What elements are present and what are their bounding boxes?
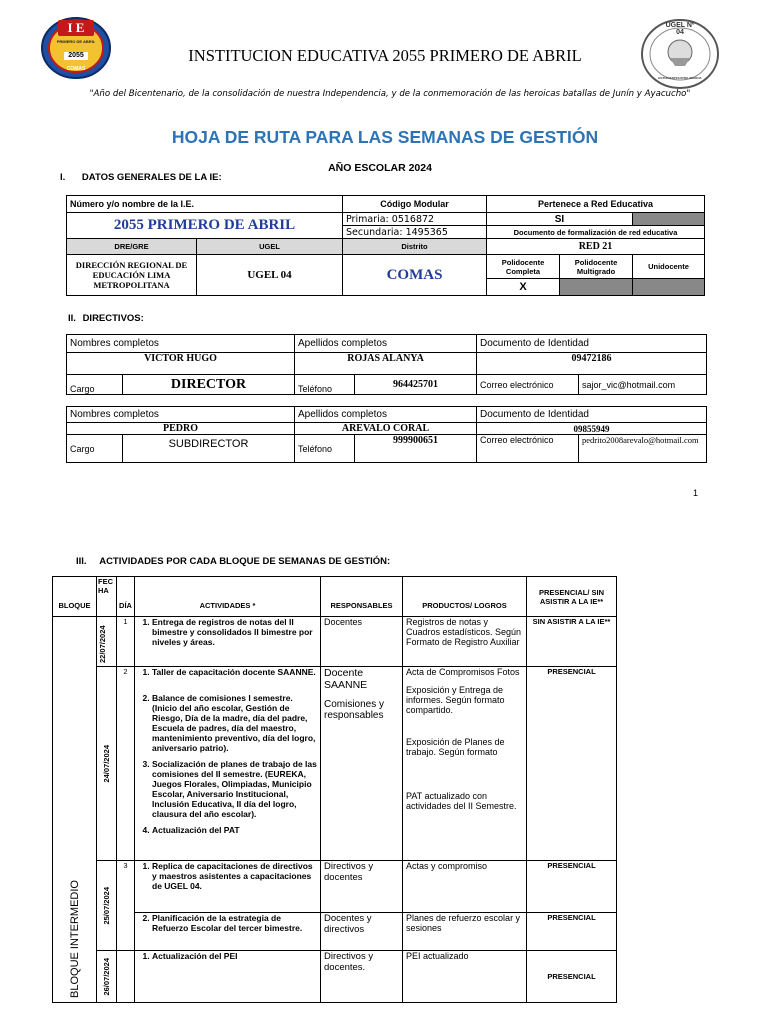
unidocente-label: Unidocente [633, 255, 705, 279]
productos-value: Registros de notas y Cuadros estadísticos. Según Formato de Registro Auxiliar [403, 617, 527, 667]
responsables-value: Directivos y docentes. [321, 951, 403, 1003]
col-bloque-header: BLOQUE [53, 577, 97, 617]
section-ii-title: DIRECTIVOS: [82, 313, 144, 324]
fecha-value: 25/07/2024 [102, 886, 111, 925]
table-row [53, 951, 617, 1003]
subdirector-nombres: PEDRO [67, 423, 295, 435]
logo-number-text: 2055 [68, 52, 84, 59]
fecha-cell [97, 617, 117, 667]
ugel-value: UGEL 04 [197, 255, 343, 296]
school-year: AÑO ESCOLAR 2024 [328, 162, 432, 174]
institution-title: INSTITUCION EDUCATIVA 2055 PRIMERO DE ABRIL [188, 46, 582, 65]
director-dni: 09472186 [477, 353, 707, 375]
fecha-value: 24/07/2024 [102, 744, 111, 783]
polidocente-multigrado-cell [560, 279, 633, 296]
table-row [53, 667, 617, 861]
subdirector-cargo-label: Cargo [67, 435, 123, 463]
director-apellidos: ROJAS ALANYA [295, 353, 477, 375]
productos-value: Actas y compromiso [403, 861, 527, 913]
responsables-value: Docentes y directivos [321, 913, 403, 951]
col-fecha-header: FECHA [97, 577, 117, 617]
col-apellidos-header: Apellidos completos [295, 335, 477, 353]
productos-value: PAT actualizado con actividades del II Semestre. [406, 791, 517, 811]
director-telefono-label: Teléfono [295, 375, 355, 395]
section-iii-numeral: III. [76, 556, 87, 567]
page-number: 1 [693, 488, 699, 498]
director-nombres: VICTOR HUGO [67, 353, 295, 375]
polidocente-completa-label: Polidocente Completa [487, 255, 560, 279]
activity-item: 4. Actualización del PAT [152, 825, 317, 835]
activities-cell [135, 617, 321, 667]
mode-value: PRESENCIAL [527, 861, 617, 913]
director-telefono: 964425701 [355, 375, 477, 395]
logo-school-text: PRIMERO DE ABRIL [56, 39, 96, 44]
director-correo: sajor_vic@hotmail.com [579, 375, 707, 395]
subdirector-table [66, 406, 707, 463]
col-ie-name-header: Número y/o nombre de la I.E. [67, 196, 343, 213]
red-si-value: SI [487, 213, 633, 226]
bloque-cell [53, 617, 97, 1003]
director-correo-label: Correo electrónico [477, 375, 579, 395]
bloque-name: BLOQUE INTERMEDIO [68, 880, 81, 998]
col-doc-header: Documento de Identidad [477, 335, 707, 353]
director-cargo-label: Cargo [67, 375, 123, 395]
activity-item: 1. Replica de capacitaciones de directivos y maestros asistentes a capacitaciones de UGEL 04. [152, 861, 317, 891]
red-no-cell [633, 213, 705, 226]
productos-cell [403, 667, 527, 861]
red-doc-label: Documento de formalización de red educativa [487, 226, 705, 239]
productos-value: Exposición y Entrega de informes. Según formato compartido. [406, 685, 505, 715]
fecha-value: 26/07/2024 [102, 957, 111, 996]
ugel-logo [640, 18, 720, 90]
subdirector-correo-label: Correo electrónico [477, 435, 579, 463]
logo-ie-text: I E [67, 20, 85, 35]
mode-value: PRESENCIAL [527, 667, 617, 861]
dia-value: 3 [117, 861, 135, 951]
activity-item: 2. Balance de comisiones I semestre. (Inicio del año escolar, Gestión de Riesgo, Día de la madre, día del padre, Escuela de padres, día del maestro, mantenimiento preventivo, día del logro, aniversario patrio). [152, 693, 317, 753]
ugel-logo-text: UGEL Nº 04 [665, 22, 695, 36]
activities-cell [135, 951, 321, 1003]
activity-item: 2. Planificación de la estrategia de Refuerzo Escolar del tercer bimestre. [152, 913, 317, 933]
unidocente-cell [633, 279, 705, 296]
general-data-table [66, 195, 705, 296]
productos-value: Planes de refuerzo escolar y sesiones [403, 913, 527, 951]
activity-item: 1. Taller de capacitación docente SAANNE. [152, 667, 317, 677]
subdirector-correo: pedrito2008arevalo@hotmail.com [579, 435, 707, 463]
section-iii-heading [76, 556, 390, 567]
subdirector-telefono-label: Teléfono [295, 435, 355, 463]
red-number-value: RED 21 [487, 239, 705, 255]
activity-item: 1. Actualización del PEI [152, 951, 317, 961]
productos-value: PEI actualizado [403, 951, 527, 1003]
col-code-header: Código Modular [343, 196, 487, 213]
dia-value: 2 [117, 667, 135, 861]
polidocente-multigrado-label: Polidocente Multigrado [560, 255, 633, 279]
subdirector-dni: 09855949 [477, 423, 707, 435]
motto: "Año del Bicentenario, de la consolidación de nuestra Independencia, y de la conmemoración de las heroicas batallas de Junín y Ayacucho" [89, 89, 691, 99]
fecha-cell [97, 861, 117, 951]
sub-col-nombres-header: Nombres completos [67, 407, 295, 423]
col-nombres-header: Nombres completos [67, 335, 295, 353]
director-cargo: DIRECTOR [123, 375, 295, 395]
col-responsables-header: RESPONSABLES [321, 577, 403, 617]
section-ii-heading [68, 313, 144, 324]
subdirector-cargo: SUBDIRECTOR [123, 435, 295, 463]
section-i-numeral: I. [60, 172, 66, 183]
responsables-value: Docentes [321, 617, 403, 667]
dia-empty-cell [117, 951, 135, 1003]
col-productos-header: PRODUCTOS/ LOGROS [403, 577, 527, 617]
activities-cell [135, 913, 321, 951]
mode-value: PRESENCIAL [527, 913, 617, 951]
document-title: HOJA DE RUTA PARA LAS SEMANAS DE GESTIÓN [171, 127, 599, 147]
col-dia-header: DÍA [117, 577, 135, 617]
section-iii-title: ACTIVIDADES POR CADA BLOQUE DE SEMANAS DE GESTIÓN: [99, 556, 391, 567]
dre-value: DIRECCIÓN REGIONAL DE EDUCACIÓN LIMA METROPOLITANA [67, 255, 197, 296]
dia-value: 1 [117, 617, 135, 667]
activity-item: 3. Socialización de planes de trabajo de las comisiones del II semestre. (EUREKA, Juegos Florales, Olimpiadas, Municipio Escolar, Aniversario Institucional, Inclusión Educativa, II día del logro, clausura del año escolar). [152, 759, 317, 819]
col-red-header: Pertenece a Red Educativa [487, 196, 705, 213]
section-i-title: DATOS GENERALES DE LA IE: [81, 172, 222, 183]
activity-item: 1. Entrega de registros de notas del II bimestre y consolidados II bimestre por niveles y áreas. [152, 617, 317, 647]
responsables-value: Directivos y docentes [321, 861, 403, 913]
mode-value: SIN ASISTIR A LA IE** [527, 617, 617, 667]
table-row [53, 913, 617, 951]
school-logo [40, 14, 112, 80]
distrito-value: COMAS [343, 255, 487, 296]
activities-cell [135, 667, 321, 861]
primaria-code: Primaria: 0516872 [343, 213, 487, 226]
ie-name-value: 2055 PRIMERO DE ABRIL [67, 213, 343, 239]
ugel-logo-subtext: ESTUDIANTES INTELIGENCIA [658, 76, 702, 80]
responsables-cell [321, 667, 403, 861]
fecha-value: 22/07/2024 [98, 625, 107, 663]
responsables-value: Docente SAANNE [324, 667, 368, 691]
mode-value: PRESENCIAL [527, 951, 617, 1003]
director-table [66, 334, 707, 395]
secundaria-code: Secundaria: 1495365 [343, 226, 487, 239]
activities-cell [135, 861, 321, 913]
dre-label: DRE/GRE [67, 239, 197, 255]
ugel-label: UGEL [197, 239, 343, 255]
col-actividades-header: ACTIVIDADES * [135, 577, 321, 617]
productos-value: Acta de Compromisos Fotos [406, 667, 520, 677]
productos-value: Exposición de Planes de trabajo. Según formato [406, 737, 505, 757]
section-ii-numeral: II. [68, 313, 76, 324]
col-presencial-header: PRESENCIAL/ SIN ASISTIR A LA IE** [527, 577, 617, 617]
section-i-heading [60, 172, 222, 183]
polidocente-completa-mark: X [487, 279, 560, 296]
subdirector-apellidos: AREVALO CORAL [295, 423, 477, 435]
table-row [53, 617, 617, 667]
subdirector-telefono: 999900651 [355, 435, 477, 463]
sub-col-doc-header: Documento de Identidad [477, 407, 707, 423]
activities-table [52, 576, 617, 1003]
table-row [53, 861, 617, 913]
responsables-value: Comisiones y responsables [324, 699, 385, 721]
logo-comas-text: COMAS [66, 66, 86, 72]
distrito-label: Distrito [343, 239, 487, 255]
sub-col-apellidos-header: Apellidos completos [295, 407, 477, 423]
fecha-cell [97, 951, 117, 1003]
fecha-cell [97, 667, 117, 861]
